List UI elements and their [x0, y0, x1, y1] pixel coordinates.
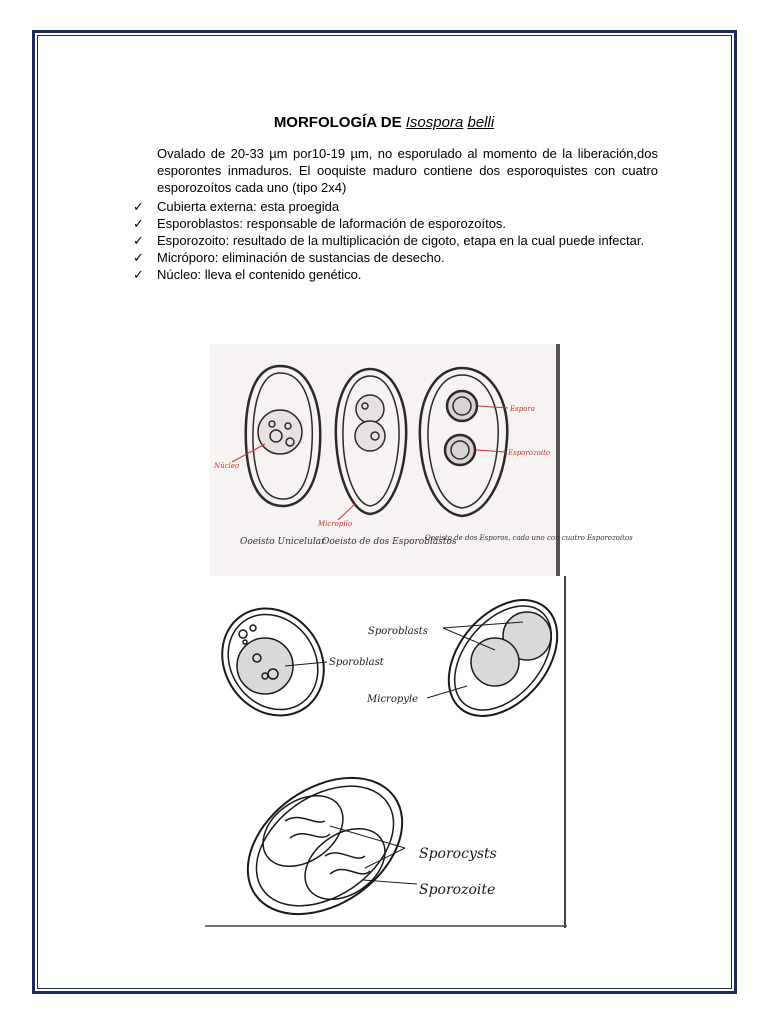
check-icon: ✓ — [133, 267, 144, 282]
caption-oocyst-3: Ooeisto de dos Esporos, cada uno con cuatro Esporozoitos — [425, 534, 633, 542]
sporocyst-figure — [205, 576, 567, 928]
list-item — [133, 249, 658, 266]
check-icon: ✓ — [133, 250, 144, 265]
label-nucleo: Núcleo — [214, 462, 240, 470]
caption-oocyst-1: Ooeisto Unicelular — [240, 537, 326, 547]
list-item-text: Cubierta externa: esta proegida — [157, 199, 340, 214]
list-item-text: Esporoblastos: responsable de laformación de esporozoítos. — [157, 216, 507, 231]
list-item — [133, 215, 658, 232]
label-esporozoito: Esporozoito — [508, 449, 551, 457]
label-sporozoite: Sporozoite — [419, 882, 496, 898]
check-icon: ✓ — [133, 216, 144, 231]
intro-paragraph: Ovalado de 20-33 µm por10-19 µm, no esporulado al momento de la liberación,dos esporontes inmaduros. El ooquiste maduro contiene dos esporoquistes con cuatro esporozoítos cada uno (tipo 2x4) — [157, 146, 658, 195]
list-item-text: Núcleo: lleva el contenido genético. — [157, 267, 362, 282]
list-item — [133, 198, 658, 215]
feature-list — [133, 198, 658, 283]
check-icon: ✓ — [133, 233, 144, 248]
list-item-text: Micróporo: eliminación de sustancias de desecho. — [157, 250, 445, 265]
label-sporoblasts: Sporoblasts — [368, 626, 428, 637]
list-item-text: Esporozoito: resultado de la multiplicación de cigoto, etapa en la cual puede infectar. — [157, 233, 645, 248]
label-micropilo: Micropilo — [318, 520, 353, 528]
oocyst-stages-figure — [210, 344, 633, 589]
title-prefix: MORFOLOGÍA DE — [273, 114, 406, 131]
list-item — [133, 266, 658, 283]
title-genus: Isospora — [405, 114, 464, 131]
document-title — [0, 114, 768, 131]
check-icon: ✓ — [133, 199, 144, 214]
label-micropyle: Micropyle — [367, 694, 419, 705]
label-espora: Espora — [510, 405, 535, 413]
list-item — [133, 232, 658, 249]
label-sporocysts: Sporocysts — [419, 846, 497, 862]
title-species: belli — [467, 114, 495, 131]
label-sporoblast: Sporoblast — [329, 657, 384, 668]
caption-oocyst-2: Ooeisto de dos Esporoblastos — [322, 537, 457, 547]
